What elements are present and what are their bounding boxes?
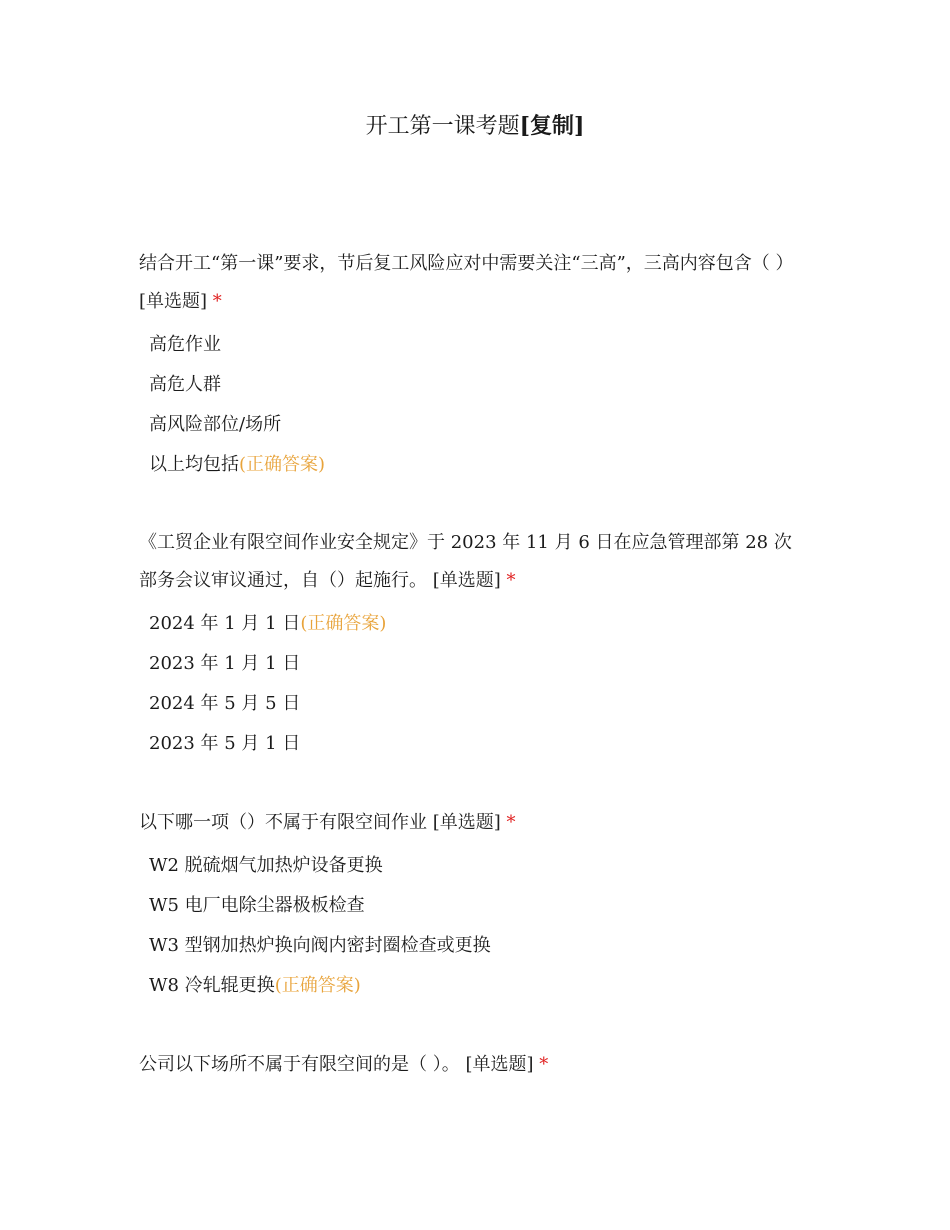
question-type: [单选题]	[432, 570, 501, 591]
option-item[interactable]	[149, 325, 799, 365]
required-star: *	[212, 291, 222, 312]
option-item[interactable]	[149, 644, 799, 684]
option-label: 高危作业	[149, 334, 221, 355]
option-item[interactable]	[149, 405, 799, 445]
question-4	[139, 1046, 799, 1084]
option-label: 以上均包括	[149, 454, 239, 475]
question-type: [单选题]	[432, 812, 501, 833]
option-item[interactable]	[149, 684, 799, 724]
page-title	[0, 110, 950, 143]
question-4-text-block	[139, 1046, 799, 1084]
option-item[interactable]	[149, 445, 799, 485]
option-label: 2023 年 1 月 1 日	[149, 653, 301, 674]
question-2	[139, 524, 799, 764]
correct-answer-tag: (正确答案)	[274, 975, 361, 996]
option-label: 2024 年 5 月 5 日	[149, 693, 301, 714]
option-list	[149, 604, 799, 764]
question-text: 公司以下场所不属于有限空间的是（ ）。	[139, 1054, 460, 1075]
option-label: 高危人群	[149, 374, 221, 395]
option-label: W2 脱硫烟气加热炉设备更换	[149, 855, 383, 876]
question-2-text-block	[139, 524, 799, 600]
option-label: 2024 年 1 月 1 日	[149, 613, 301, 634]
option-item[interactable]	[149, 966, 799, 1006]
question-text: 结合开工“第一课”要求，节后复工风险应对中需要关注“三高”，三高内容包含（ ）	[139, 253, 794, 274]
question-text: 《工贸企业有限空间作业安全规定》于 2023 年 11 月 6 日在应急管理部第 28 次部务会议审议通过，自（）起施行。	[139, 532, 792, 591]
option-list	[149, 846, 799, 1006]
question-1	[139, 245, 799, 485]
option-item[interactable]	[149, 365, 799, 405]
title-copy-tag: [复制]	[519, 113, 585, 139]
required-star: *	[539, 1054, 549, 1075]
question-type: [单选题]	[139, 291, 208, 312]
option-label: 2023 年 5 月 1 日	[149, 733, 301, 754]
question-3	[139, 804, 799, 1006]
option-label: W5 电厂电除尘器极板检查	[149, 895, 365, 916]
option-list	[149, 325, 799, 485]
option-item[interactable]	[149, 604, 799, 644]
question-type: [单选题]	[465, 1054, 534, 1075]
option-label: W8 冷轧辊更换	[149, 975, 275, 996]
question-text: 以下哪一项（）不属于有限空间作业	[139, 812, 427, 833]
option-item[interactable]	[149, 886, 799, 926]
correct-answer-tag: (正确答案)	[300, 613, 387, 634]
correct-answer-tag: (正确答案)	[239, 454, 326, 475]
option-item[interactable]	[149, 846, 799, 886]
option-label: 高风险部位/场所	[149, 414, 282, 435]
question-3-text-block	[139, 804, 799, 842]
title-text: 开工第一课考题	[365, 114, 520, 139]
option-label: W3 型钢加热炉换向阀内密封圈检查或更换	[149, 935, 491, 956]
option-item[interactable]	[149, 724, 799, 764]
required-star: *	[506, 812, 516, 833]
required-star: *	[506, 570, 516, 591]
option-item[interactable]	[149, 926, 799, 966]
question-1-text-block	[139, 245, 799, 321]
